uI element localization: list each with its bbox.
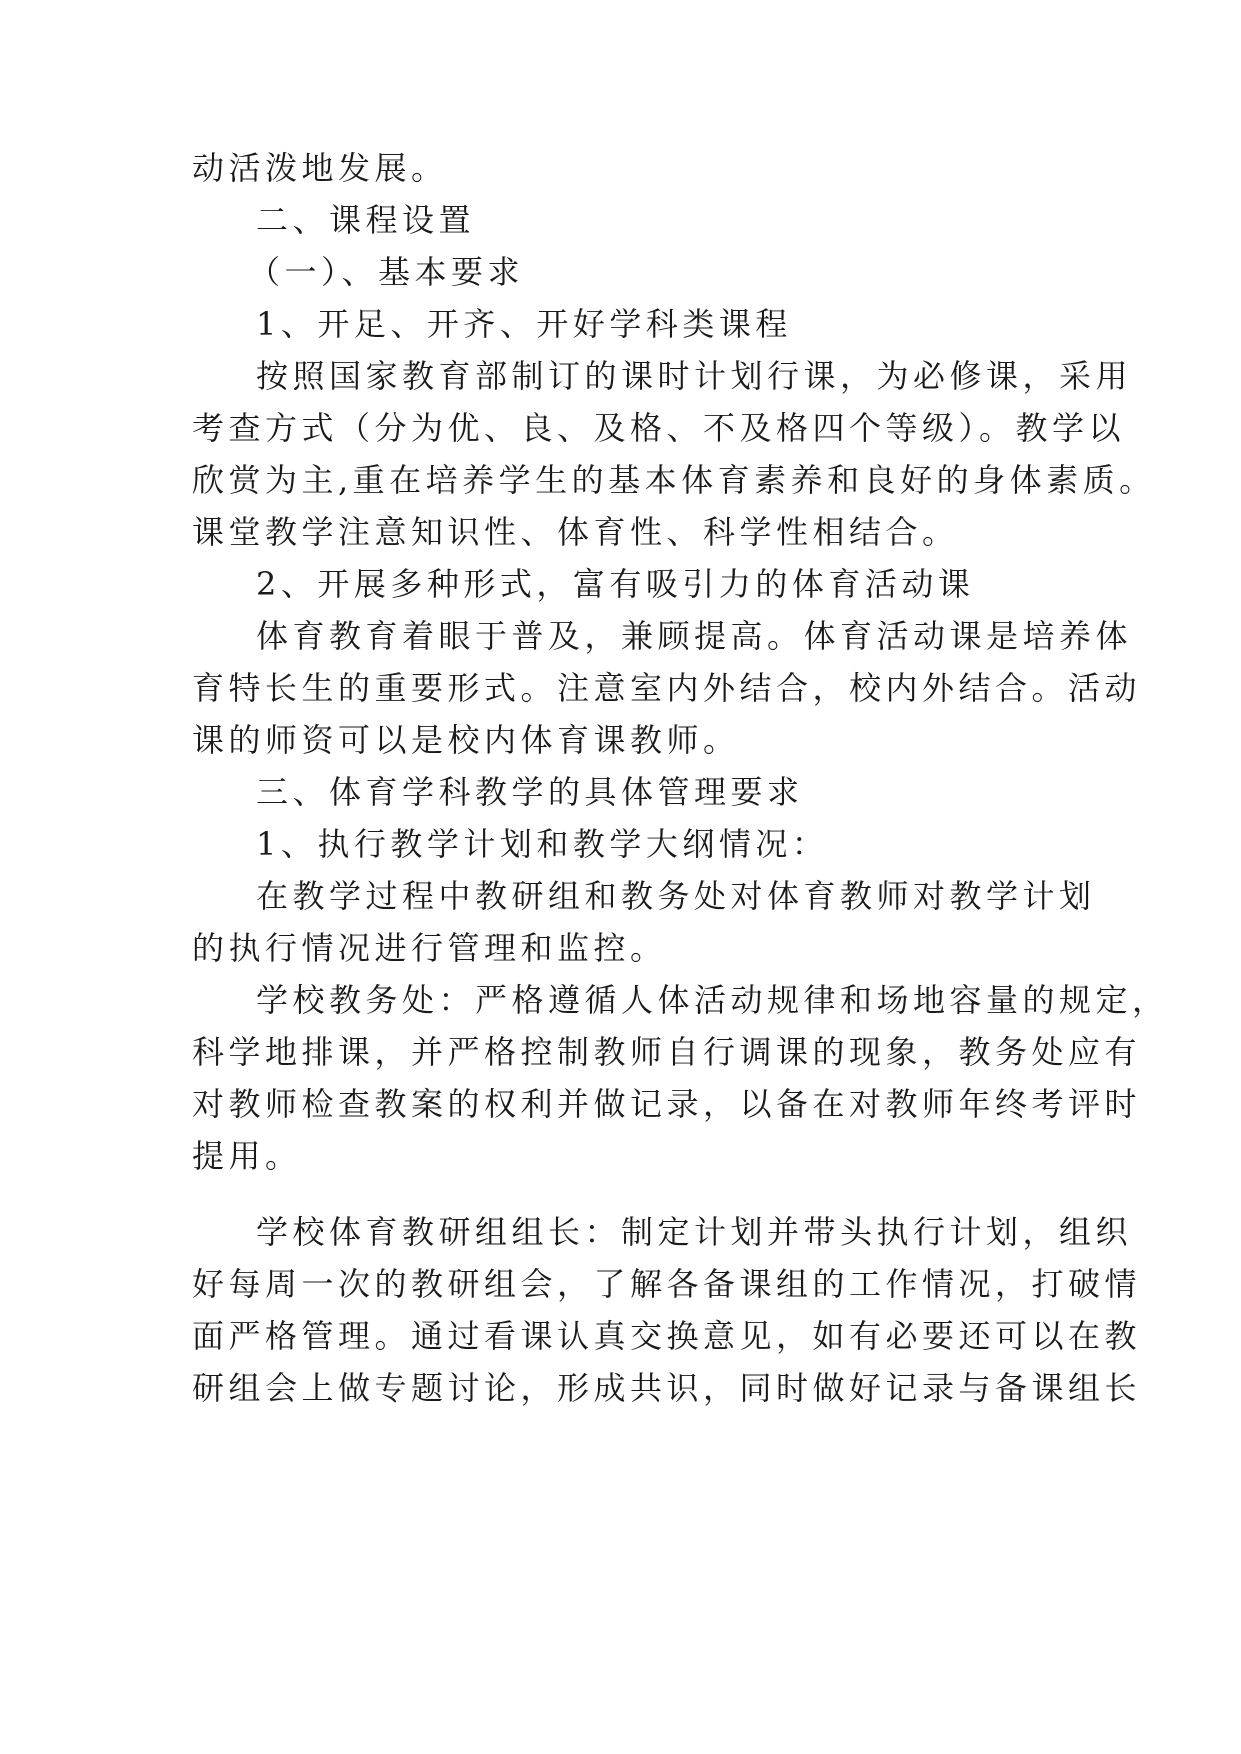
- text-line: 学校教务处：严格遵循人体活动规律和场地容量的规定，: [256, 981, 1169, 1019]
- text-line: 好每周一次的教研组会，了解各备课组的工作情况，打破情: [192, 1265, 1142, 1303]
- text-line: 课堂教学注意知识性、体育性、科学性相结合。: [192, 513, 959, 551]
- text-line: 育特长生的重要形式。注意室内外结合，校内外结合。活动: [192, 669, 1142, 707]
- text-line: 提用。: [192, 1137, 302, 1175]
- item-heading: 1、执行教学计划和教学大纲情况：: [256, 825, 829, 863]
- section-heading: 二、课程设置: [256, 201, 476, 239]
- text-line: 课的师资可以是校内体育课教师。: [192, 721, 740, 759]
- text-line: 学校体育教研组组长：制定计划并带头执行计划，组织: [256, 1213, 1133, 1251]
- item-heading: 1、开足、开齐、开好学科类课程: [256, 305, 792, 343]
- item-heading: 2、开展多种形式，富有吸引力的体育活动课: [256, 565, 975, 603]
- text-line: 体育教育着眼于普及，兼顾提高。体育活动课是培养体: [256, 617, 1133, 655]
- text-line: 在教学过程中教研组和教务处对体育教师对教学计划: [256, 877, 1096, 915]
- text-line: 对教师检查教案的权利并做记录，以备在对教师年终考评时: [192, 1085, 1142, 1123]
- text-line: 动活泼地发展。: [192, 149, 448, 187]
- text-line: 面严格管理。通过看课认真交换意见，如有必要还可以在教: [192, 1317, 1142, 1355]
- text-line: 的执行情况进行管理和监控。: [192, 929, 667, 967]
- text-line: 按照国家教育部制订的课时计划行课，为必修课，采用: [256, 357, 1133, 395]
- text-line: 研组会上做专题讨论，形成共识，同时做好记录与备课组长: [192, 1369, 1142, 1407]
- section-heading: 三、体育学科教学的具体管理要求: [256, 773, 804, 811]
- text-line: 考查方式（分为优、良、及格、不及格四个等级）。教学以: [192, 409, 1126, 447]
- subsection-heading: （一）、基本要求: [248, 253, 525, 291]
- text-line: 科学地排课，并严格控制教师自行调课的现象，教务处应有: [192, 1033, 1142, 1071]
- text-line: 欣赏为主,重在培养学生的基本体育素养和良好的身体素质。: [192, 461, 1156, 499]
